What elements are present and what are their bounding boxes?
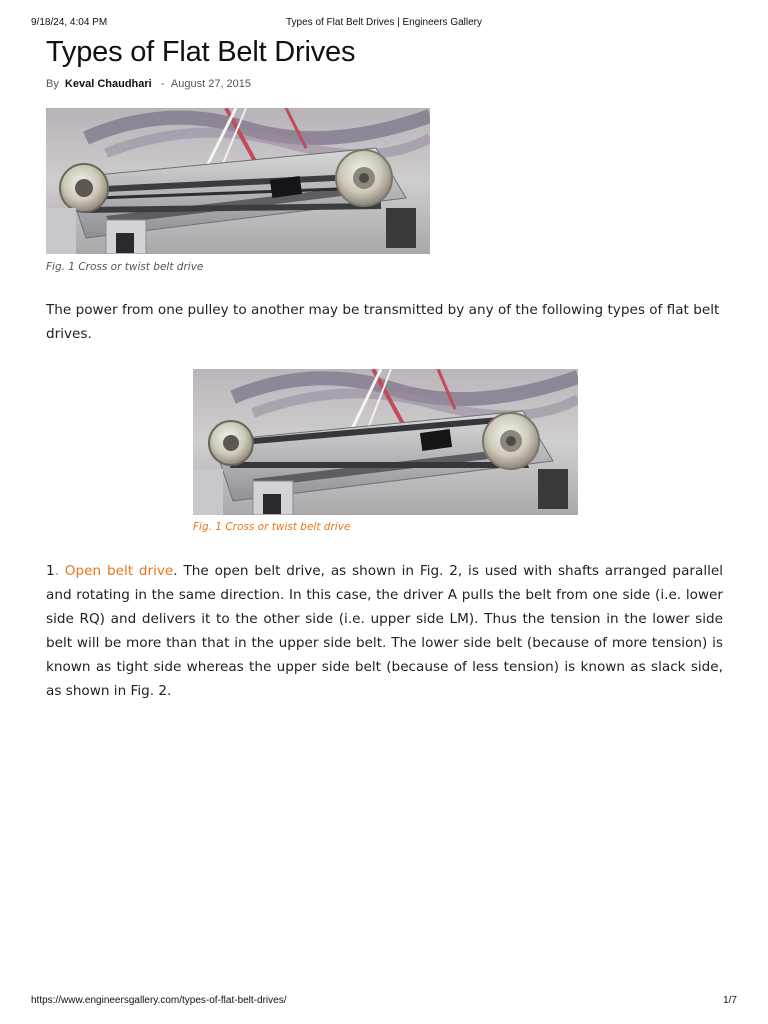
meta-separator: - <box>160 78 165 90</box>
belt-drive-photo-2 <box>193 369 578 515</box>
publish-date: August 27, 2015 <box>170 78 252 90</box>
section-body: . The open belt drive, as shown in Fig. 2, is used with shafts arranged parallel and rotating in the same direction. In this case, the driver A pulls the belt from one side (i.e. lower side RQ) and delivers it to the other side (i.e. upper side LM). Thus the tension in the lower side belt will be more than that in the upper side belt. The lower side belt (because of more tension) is known as tight side whereas the upper side belt (because of less tension) is known as slack side, as shown in Fig. 2. <box>46 563 724 699</box>
print-footer <box>0 995 768 1009</box>
figure-2-caption: Fig. 1 Cross or twist belt drive <box>193 521 351 533</box>
print-doc-title: Types of Flat Belt Drives | Engineers Gallery <box>285 17 482 28</box>
intro-paragraph: The power from one pulley to another may be transmitted by any of the following types of flat belt drives. <box>46 302 720 342</box>
figure-1-caption: Fig. 1 Cross or twist belt drive <box>46 261 204 273</box>
by-label: By <box>46 78 59 90</box>
print-header <box>0 17 768 31</box>
print-url: https://www.engineersgallery.com/types-of-flat-belt-drives/ <box>31 995 287 1006</box>
open-belt-drive-link[interactable]: . Open belt drive <box>54 563 174 579</box>
article-meta <box>46 78 251 90</box>
belt-drive-photo-1 <box>46 108 430 254</box>
open-belt-drive-paragraph <box>46 559 723 703</box>
section-number: 1 <box>46 563 55 579</box>
print-datetime: 9/18/24, 4:04 PM <box>31 17 108 28</box>
author-link[interactable]: Keval Chaudhari <box>64 78 152 90</box>
article-title: Types of Flat Belt Drives <box>46 36 356 68</box>
page-number: 1/7 <box>723 995 737 1006</box>
